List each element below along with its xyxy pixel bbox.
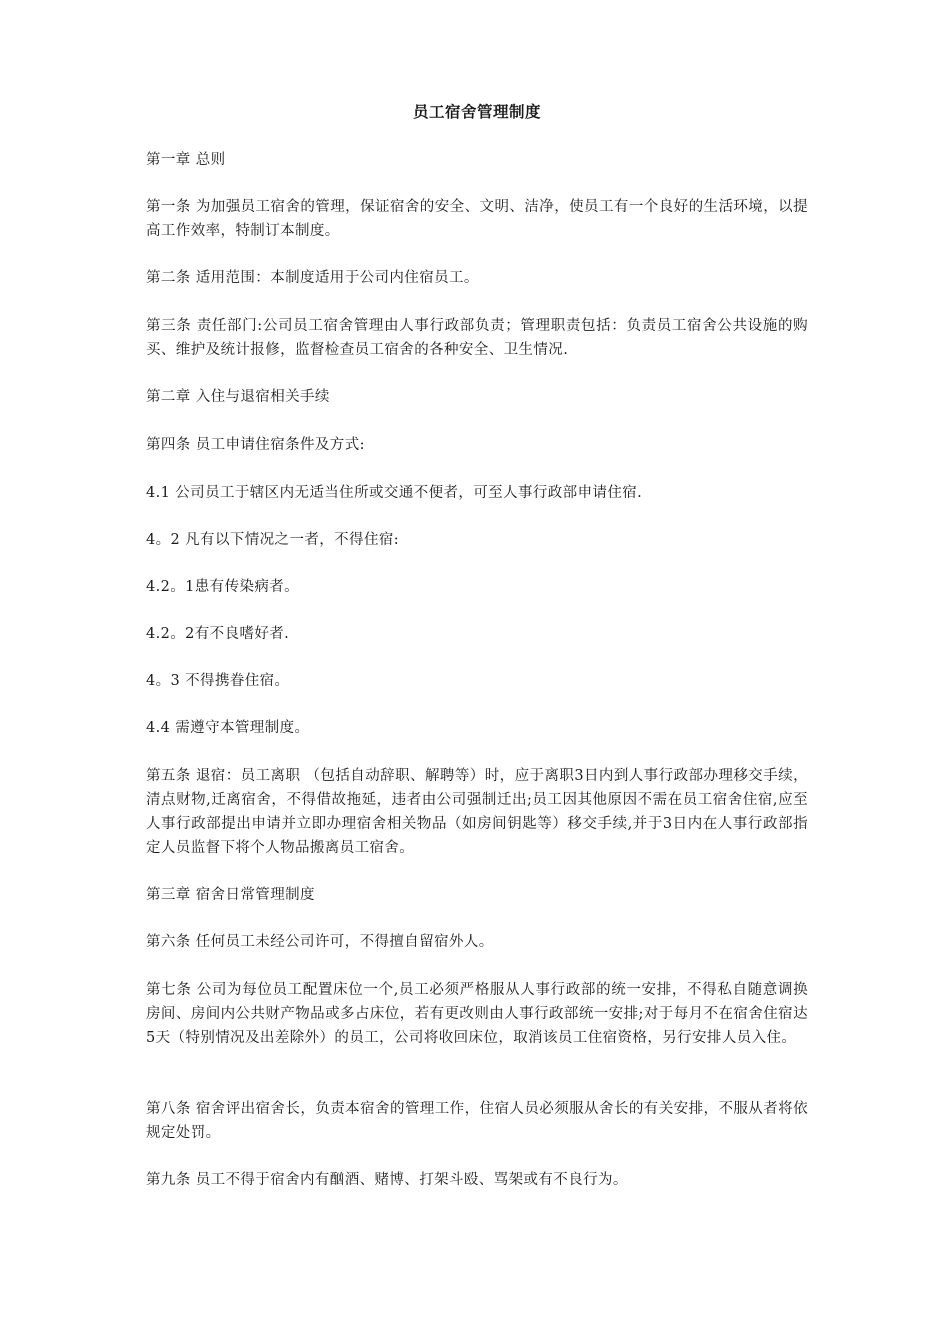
chapter-3-heading: 第三章 宿舍日常管理制度 [146, 887, 315, 903]
clause-4-2-2: 4.2。2有不良嗜好者. [146, 626, 290, 642]
article-4: 第四条 员工申请住宿条件及方式: [146, 437, 365, 453]
clause-4-2: 4。2 凡有以下情况之一者，不得住宿: [146, 532, 400, 548]
article-7: 第七条 公司为每位员工配置床位一个,员工必须严格服从人事行政部的统一安排，不得私自随意调换房间、房间内公共财产物品或多占床位，若有更改则由人事行政部统一安排;对于每月不在宿舍住宿达5天（特别情况及出差除外）的员工，公司将收回床位，取消该员工住宿资格，另行安排人员入住。 [146, 982, 808, 1046]
article-5: 第五条 退宿：员工离职 （包括自动辞职、解聘等）时，应于离职3日内到人事行政部办理移交手续，清点财物,迁离宿舍，不得借故拖延，违者由公司强制迁出;员工因其他原因不需在员工宿舍住宿,应至人事行政部提出申请并立即办理宿舍相关物品（如房间钥匙等）移交手续,并于3日内在人事行政部指定人员监督下将个人物品搬离员工宿舍。 [146, 768, 808, 856]
article-6: 第六条 任何员工未经公司许可，不得擅自留宿外人。 [146, 934, 494, 950]
article-1: 第一条 为加强员工宿舍的管理，保证宿舍的安全、文明、洁净，使员工有一个良好的生活环境，以提高工作效率，特制订本制度。 [146, 199, 808, 239]
chapter-1-heading: 第一章 总则 [146, 152, 226, 168]
document-title: 员工宿舍管理制度 [412, 102, 541, 121]
chapter-2-heading: 第二章 入住与退宿相关手续 [146, 389, 330, 405]
clause-4-3: 4。3 不得携眷住宿。 [146, 673, 290, 689]
clause-4-4: 4.4 需遵守本管理制度。 [146, 720, 310, 736]
clause-4-1: 4.1 公司员工于辖区内无适当住所或交通不便者，可至人事行政部申请住宿. [146, 485, 643, 501]
article-8: 第八条 宿舍评出宿舍长，负责本宿舍的管理工作，住宿人员必须服从舍长的有关安排，不服从者将依规定处罚。 [146, 1101, 808, 1141]
clause-4-2-1: 4.2。1患有传染病者。 [146, 579, 300, 595]
article-9: 第九条 员工不得于宿舍内有酗酒、赌博、打架斗殴、骂架或有不良行为。 [146, 1172, 628, 1188]
article-2: 第二条 适用范围：本制度适用于公司内住宿员工。 [146, 270, 479, 286]
article-3: 第三条 责任部门:公司员工宿舍管理由人事行政部负责；管理职责包括：负责员工宿舍公共设施的购买、维护及统计报修，监督检查员工宿舍的各种安全、卫生情况. [146, 318, 808, 358]
